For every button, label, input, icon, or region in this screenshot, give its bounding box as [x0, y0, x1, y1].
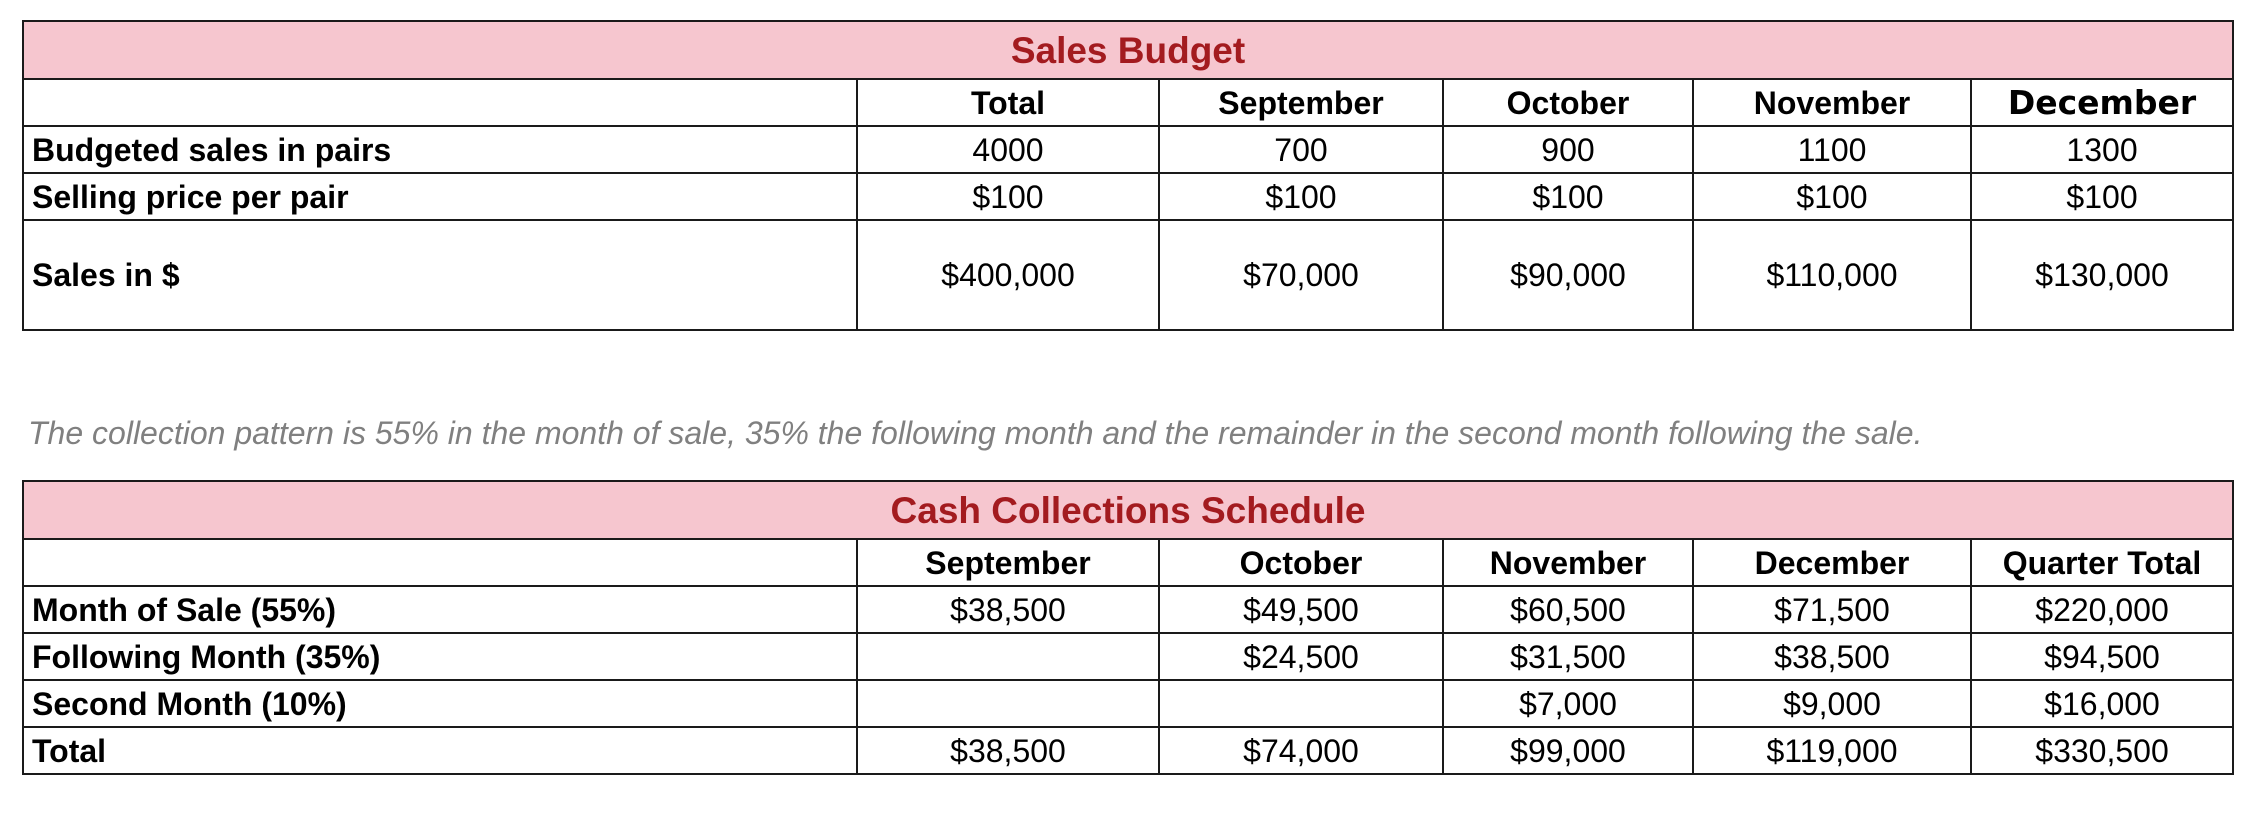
column-header-december[interactable]: December	[1971, 79, 2233, 126]
row-label-budgeted-sales[interactable]: Budgeted sales in pairs	[23, 126, 857, 173]
table-cell[interactable]: $100	[857, 173, 1159, 220]
table-row	[23, 126, 2233, 173]
collection-pattern-note: The collection pattern is 55% in the month of sale, 35% the following month and the remainder in the second month following the sale.	[28, 415, 1923, 451]
table-cell[interactable]: 900	[1443, 126, 1693, 173]
header-blank-cell[interactable]	[23, 539, 857, 586]
table-cell[interactable]: 1100	[1693, 126, 1971, 173]
cash-collections-table	[22, 480, 2234, 775]
column-header-october[interactable]: October	[1443, 79, 1693, 126]
sales-budget-title-row	[23, 21, 2233, 79]
sales-budget-table	[22, 20, 2234, 331]
cash-collections-header-row	[23, 539, 2233, 586]
spreadsheet	[22, 20, 2232, 769]
row-label-selling-price[interactable]: Selling price per pair	[23, 173, 857, 220]
table-cell[interactable]: $100	[1971, 173, 2233, 220]
table-row	[23, 220, 2233, 330]
row-label-second-month[interactable]: Second Month (10%)	[23, 680, 857, 727]
column-header-november[interactable]: November	[1443, 539, 1693, 586]
table-cell[interactable]: $110,000	[1693, 220, 1971, 330]
table-cell[interactable]	[857, 680, 1159, 727]
table-cell[interactable]: $74,000	[1159, 727, 1443, 774]
table-row	[23, 680, 2233, 727]
column-header-total[interactable]: Total	[857, 79, 1159, 126]
table-cell[interactable]	[857, 633, 1159, 680]
table-cell[interactable]: $38,500	[857, 727, 1159, 774]
table-row-total	[23, 727, 2233, 774]
table-cell[interactable]: $330,500	[1971, 727, 2233, 774]
cash-collections-title-row	[23, 481, 2233, 539]
table-cell[interactable]: $49,500	[1159, 586, 1443, 633]
table-cell[interactable]: $71,500	[1693, 586, 1971, 633]
table-cell[interactable]: $94,500	[1971, 633, 2233, 680]
row-label-total[interactable]: Total	[23, 727, 857, 774]
table-cell[interactable]: $38,500	[857, 586, 1159, 633]
column-header-october[interactable]: October	[1159, 539, 1443, 586]
table-row	[23, 586, 2233, 633]
column-header-december[interactable]: December	[1693, 539, 1971, 586]
cash-collections-title[interactable]: Cash Collections Schedule	[23, 481, 2233, 539]
table-cell[interactable]: $100	[1443, 173, 1693, 220]
table-cell[interactable]: $9,000	[1693, 680, 1971, 727]
cash-collections-wrap	[22, 480, 2234, 775]
table-cell[interactable]	[1159, 680, 1443, 727]
column-header-september[interactable]: September	[857, 539, 1159, 586]
table-cell[interactable]: $7,000	[1443, 680, 1693, 727]
table-cell[interactable]: 1300	[1971, 126, 2233, 173]
table-row	[23, 633, 2233, 680]
table-row	[23, 173, 2233, 220]
column-header-september[interactable]: September	[1159, 79, 1443, 126]
table-cell[interactable]: $16,000	[1971, 680, 2233, 727]
sales-budget-header-row	[23, 79, 2233, 126]
table-cell[interactable]: $60,500	[1443, 586, 1693, 633]
table-cell[interactable]: $100	[1693, 173, 1971, 220]
table-cell[interactable]: 700	[1159, 126, 1443, 173]
table-cell[interactable]: $400,000	[857, 220, 1159, 330]
table-cell[interactable]: $130,000	[1971, 220, 2233, 330]
table-cell[interactable]: 4000	[857, 126, 1159, 173]
row-label-sales-dollars[interactable]: Sales in $	[23, 220, 857, 330]
table-cell[interactable]: $38,500	[1693, 633, 1971, 680]
header-blank-cell[interactable]	[23, 79, 857, 126]
column-header-quarter-total[interactable]: Quarter Total	[1971, 539, 2233, 586]
table-cell[interactable]: $99,000	[1443, 727, 1693, 774]
sales-budget-title[interactable]: Sales Budget	[23, 21, 2233, 79]
table-cell[interactable]: $70,000	[1159, 220, 1443, 330]
table-cell[interactable]: $90,000	[1443, 220, 1693, 330]
table-cell[interactable]: $119,000	[1693, 727, 1971, 774]
row-label-month-of-sale[interactable]: Month of Sale (55%)	[23, 586, 857, 633]
table-cell[interactable]: $220,000	[1971, 586, 2233, 633]
table-cell[interactable]: $24,500	[1159, 633, 1443, 680]
table-cell[interactable]: $100	[1159, 173, 1443, 220]
column-header-november[interactable]: November	[1693, 79, 1971, 126]
table-cell[interactable]: $31,500	[1443, 633, 1693, 680]
row-label-following-month[interactable]: Following Month (35%)	[23, 633, 857, 680]
